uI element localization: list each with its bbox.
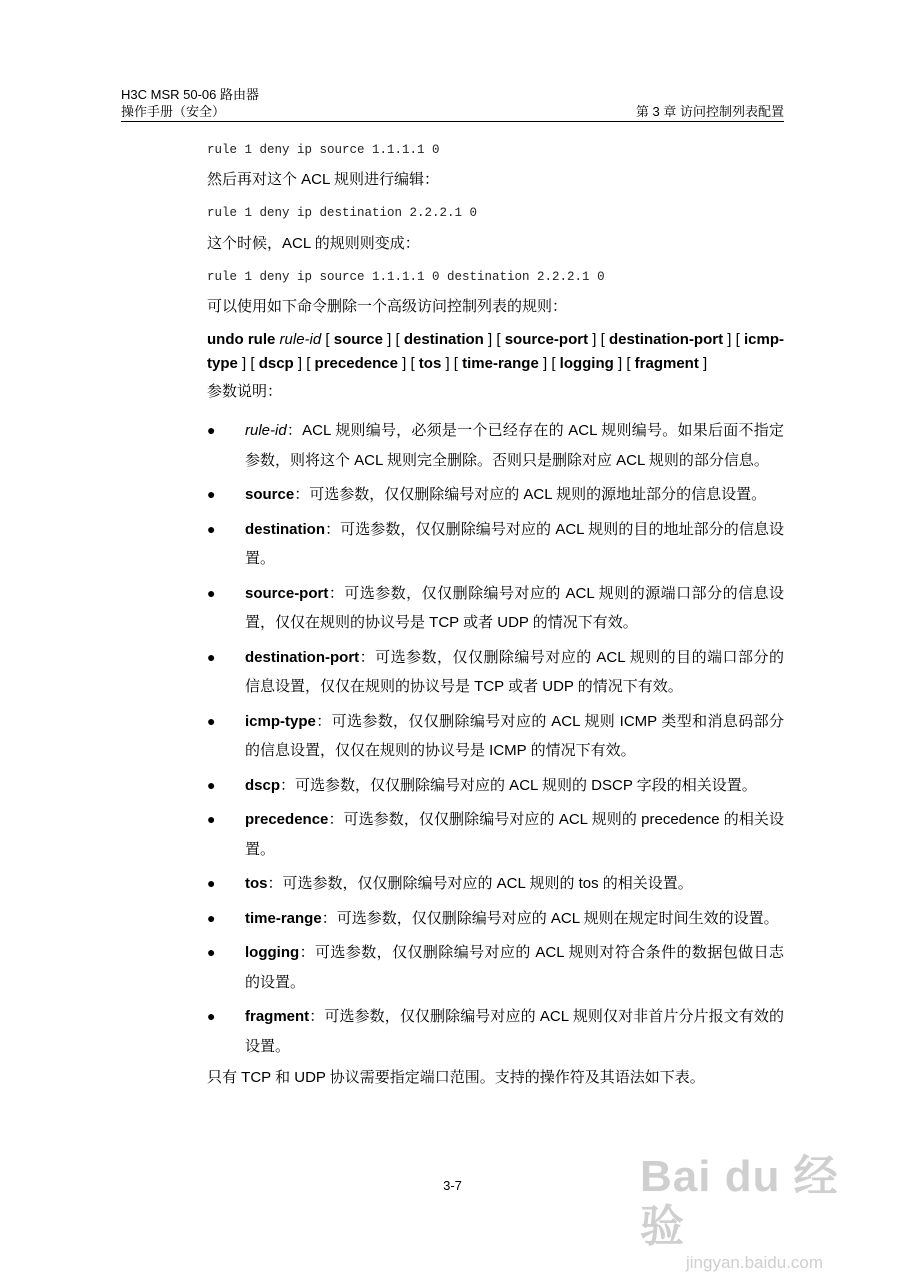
list-item-logging: ● logging：可选参数，仅仅删除编号对应的 ACL 规则对符合条件的数据包做日志的设置。 [207,938,784,997]
syntax-dscp: dscp [258,355,294,372]
bullet-icon: ● [207,944,216,960]
params-title: 参数说明： [207,383,283,400]
bullet-icon: ● [207,875,216,891]
code-line-2: rule 1 deny ip destination 2.2.2.1 0 [207,206,478,220]
code-line-1: rule 1 deny ip source 1.1.1.1 0 [207,143,440,157]
bullet-icon: ● [207,584,216,601]
list-item-rule-id: ● rule-id：ACL 规则编号，必须是一个已经存在的 ACL 规则编号。如果后面不指定参数，则将这个 ACL 规则完全删除。否则只是删除对应 ACL 规则的部分信息。 [207,416,784,475]
bullet-icon: ● [207,486,216,502]
page-number: 3-7 [443,1178,462,1193]
syntax-precedence: precedence [314,355,398,372]
syntax-source: source [333,331,383,348]
syntax-logging: logging [559,355,614,372]
bullet-icon: ● [207,811,216,827]
syntax-destination-port: destination-port [608,331,724,348]
syntax-rule-id: rule-id [279,331,322,348]
page-header [121,86,784,120]
watermark-brand: Bai du 经验 [640,1152,839,1251]
header-chapter: 第 3 章 访问控制列表配置 [635,104,784,119]
syntax-destination: destination [403,331,484,348]
command-syntax: undo rule rule-id [ source ] [ destination ] [ source-port ] [ destination-port ] [ icmp-type ] [ dscp ] [ precedence ] [ tos ] [ time-range ] [ logging ] [ fragment ] [207,331,784,372]
syntax-tos: tos [418,355,442,372]
code-line-3: rule 1 deny ip source 1.1.1.1 0 destination 2.2.2.1 0 [207,270,605,284]
syntax-time-range: time-range [462,355,539,372]
paragraph-delete-command: 可以使用如下命令删除一个高级访问控制列表的规则： [207,298,568,315]
list-item-time-range: ● time-range：可选参数，仅仅删除编号对应的 ACL 规则在规定时间生效的设置。 [207,904,784,934]
bullet-icon: ● [207,1008,216,1024]
bullet-icon: ● [207,648,216,665]
header-product: H3C MSR 50-06 路由器 [121,87,259,102]
list-item-precedence: ● precedence：可选参数，仅仅删除编号对应的 ACL 规则的 precedence 的相关设置。 [207,805,784,864]
syntax-icmp-type: icmp-type [207,331,784,372]
paragraph-rule-becomes: 这个时候，ACL 的规则则变成： [207,235,420,252]
list-item-dscp: ● dscp：可选参数，仅仅删除编号对应的 ACL 规则的 DSCP 字段的相关设置。 [207,771,784,801]
list-item-fragment: ● fragment：可选参数，仅仅删除编号对应的 ACL 规则仅对非首片分片报文有效的设置。 [207,1002,784,1061]
list-item-destination: ● destination：可选参数，仅仅删除编号对应的 ACL 规则的目的地址部分的信息设置。 [207,515,784,574]
bullet-icon: ● [207,712,216,729]
header-manual: 操作手册（安全） [121,104,226,119]
page-content [207,135,784,1090]
syntax-fragment: fragment [634,355,699,372]
header-row [121,103,784,120]
bullet-icon: ● [207,520,216,537]
bullet-icon: ● [207,776,216,793]
paragraph-edit-rule: 然后再对这个 ACL 规则进行编辑： [207,171,439,188]
syntax-source-port: source-port [504,331,589,348]
bullet-icon: ● [207,909,216,926]
list-item-source-port: ● source-port：可选参数，仅仅删除编号对应的 ACL 规则的源端口部分的信息设置，仅仅在规则的协议号是 TCP 或者 UDP 的情况下有效。 [207,579,784,638]
syntax-undo-rule: undo rule [207,331,276,348]
bullet-icon: ● [207,422,216,438]
footer-note: 只有 TCP 和 UDP 协议需要指定端口范围。支持的操作符及其语法如下表。 [207,1069,705,1086]
list-item-source: ● source：可选参数，仅仅删除编号对应的 ACL 规则的源地址部分的信息设置。 [207,480,784,510]
list-item-destination-port: ● destination-port：可选参数，仅仅删除编号对应的 ACL 规则的目的端口部分的信息设置，仅仅在规则的协议号是 TCP 或者 UDP 的情况下有效。 [207,643,784,702]
header-divider [121,121,784,122]
watermark-url: jingyan.baidu.com [686,1253,824,1272]
list-item-icmp-type: ● icmp-type：可选参数，仅仅删除编号对应的 ACL 规则 ICMP 类型和消息码部分的信息设置，仅仅在规则的协议号是 ICMP 的情况下有效。 [207,707,784,766]
params-list [207,416,784,1061]
baidu-watermark [640,1152,880,1272]
list-item-tos: ● tos：可选参数，仅仅删除编号对应的 ACL 规则的 tos 的相关设置。 [207,869,784,899]
